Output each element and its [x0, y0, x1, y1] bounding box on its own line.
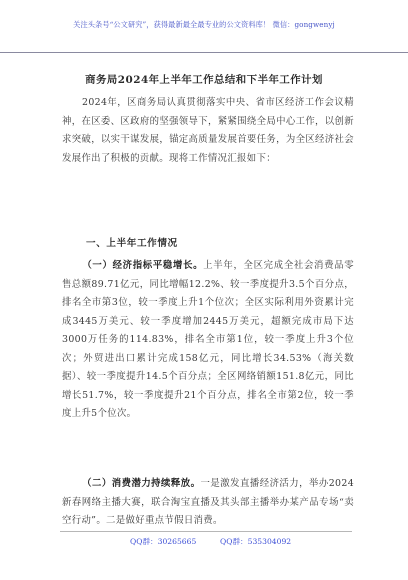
- item2-body: 一是激发直播经济活力，举办2024新春网络主播大赛，联合淘宝直播及其头部主播举办某产品专场“卖空行动”。二是做好重点节假日消费。: [62, 478, 355, 526]
- document-title: 商务局2024年上半年工作总结和下半年工作计划: [85, 74, 323, 86]
- header-banner: [0, 18, 408, 53]
- item2-lead: （二）消费潜力持续释放。: [82, 478, 201, 489]
- item1-paragraph: [62, 257, 354, 424]
- section-heading: 一、上半年工作情况: [86, 238, 178, 249]
- header-promo-text: 关注头条号“公文研究”，获得最新最全最专业的公文资料库！ 微信：gongwenyj: [73, 20, 335, 29]
- item1-body: 上半年，全区完成全社会消费品零售总额89.71亿元，同比增幅12.2%、较一季度提升3.5个百分点，排名全市第3位，较一季度上升1个位次；全区实际利用外资累计完成3445万美元、较一季度增加2445万美元，超额完成市局下达3000万任务的114.83%，排名全市第1位，较一季度上升3个位次；外贸进出口累计完成158亿元，同比增长34.53%（海关数据）、较一季度提升14.5个百分点；全区网络销额151.8亿元，同比增长51.7%，较一季度提升21个百分点，排名全市第2位，较一季度上升5个位次。: [62, 260, 354, 419]
- item2-paragraph: [62, 475, 354, 531]
- intro-paragraph: [62, 94, 354, 168]
- footer-qq-group-1: QQ群：30265665: [130, 537, 197, 546]
- footer-divider: [60, 531, 352, 532]
- item1-lead: （一）经济指标平稳增长。: [82, 260, 204, 271]
- footer: [0, 531, 408, 553]
- intro-text: 2024年，区商务局认真贯彻落实中央、省市区经济工作会议精神，在区委、区政府的坚强领导下，紧紧围绕全局中心工作，以创新求突破，以实干谋发展，锚定高质量发展首要任务，为全区经济社会发展作出了积极的贡献。现将工作情况汇报如下：: [62, 97, 354, 164]
- footer-qq-group-2: QQ群：535304092: [220, 537, 292, 546]
